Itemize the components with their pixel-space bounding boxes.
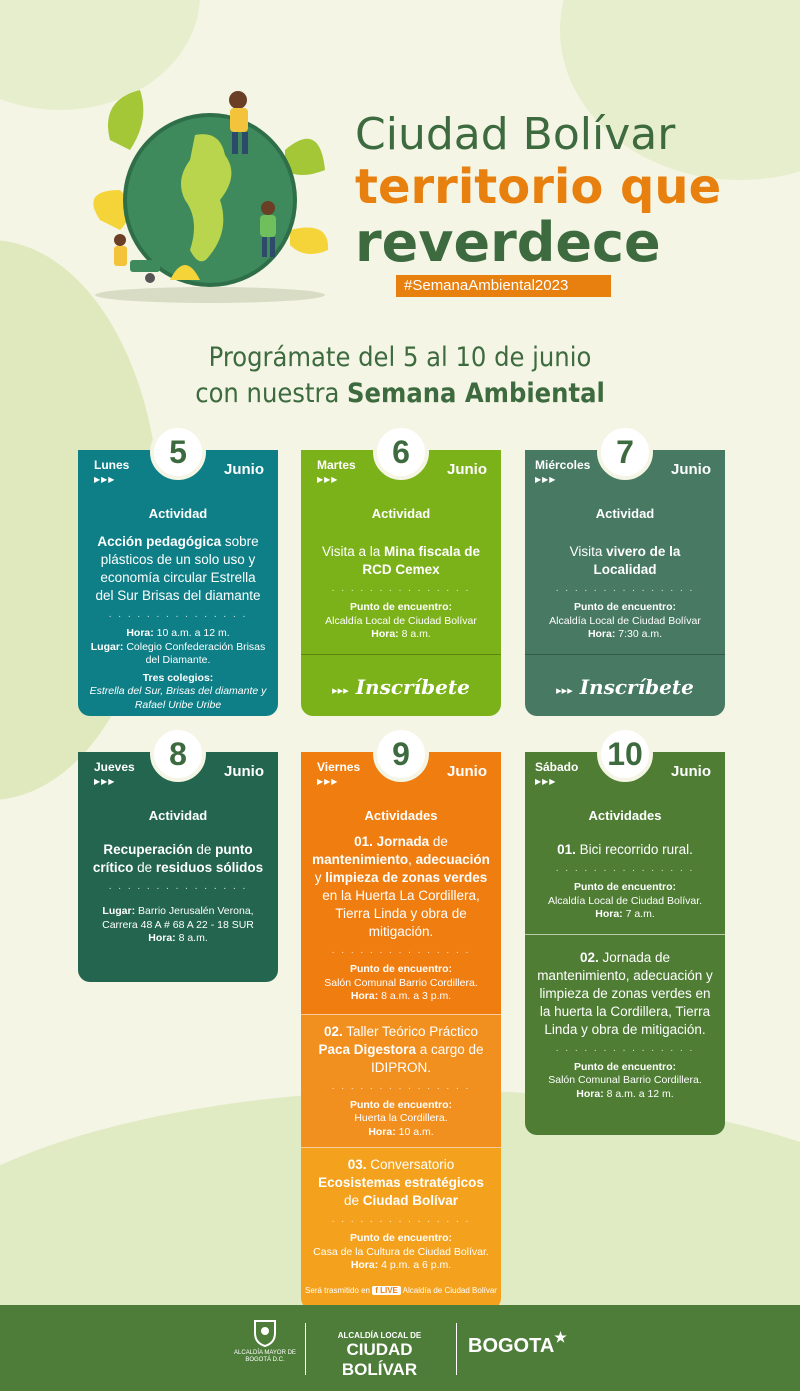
- bogota-logo: [468, 1329, 567, 1358]
- meeting-point-key: Punto de encuentro:: [349, 601, 453, 613]
- activity-1-rest: Bici recorrido rural.: [575, 842, 693, 857]
- meeting-point-value: Alcaldía Local de Ciudad Bolívar: [325, 614, 477, 627]
- activity-text: [92, 841, 264, 877]
- title-line-1: Ciudad Bolívar: [355, 109, 676, 160]
- activity-details: [78, 905, 278, 946]
- activity-2-text-2: a cargo de IDIPRON.: [370, 1041, 484, 1075]
- alcaldia-mayor-text: ALCALDÍA MAYOR DE BOGOTÁ D.C.: [234, 1350, 296, 1363]
- card-martes: [301, 434, 501, 716]
- intro-text: [0, 340, 800, 412]
- activity-2-bold: Paca Digestora: [318, 1041, 416, 1057]
- cta-arrows-icon: ▸▸▸: [332, 683, 349, 697]
- hora-key: Hora:: [587, 628, 616, 640]
- activity-1-text-2: ,: [408, 852, 416, 867]
- lugar-value: Colegio Confederación Brisas del Diamante.: [123, 640, 266, 666]
- card-header: [78, 736, 278, 804]
- activity-text-1: de: [192, 842, 216, 857]
- hora-key: Hora:: [148, 932, 176, 944]
- coat-of-arms-icon: [253, 1319, 277, 1347]
- globe-illustration: [90, 80, 330, 310]
- dots-divider: . . . . . . . . . . . . . . .: [331, 1214, 471, 1225]
- activity-label: Actividad: [595, 506, 655, 521]
- activity-1-details: [525, 881, 725, 922]
- month-label: Junio: [224, 763, 264, 780]
- day-label: Jueves: [94, 760, 135, 774]
- card-header: [301, 736, 501, 804]
- intro-line-1: Prográmate del 5 al 10 de junio: [208, 342, 592, 373]
- day-label: Lunes: [94, 458, 130, 472]
- day-number: 6: [373, 424, 429, 480]
- activity-bold: Mina fiscala de RCD Cemex: [362, 544, 481, 577]
- register-label: Inscríbete: [355, 674, 470, 699]
- activity-3-text-1: Conversatorio: [366, 1157, 455, 1172]
- meeting-point-value: Alcaldía Local de Ciudad Bolívar: [549, 614, 701, 627]
- activity-pre: Visita a la: [321, 544, 384, 559]
- lugar-key: Lugar:: [90, 640, 124, 653]
- activity-3-text-2: de: [343, 1193, 363, 1208]
- meeting-point-value: Alcaldía Local de Ciudad Bolívar.: [547, 894, 703, 907]
- activity-details: [301, 601, 501, 642]
- card-lunes: [78, 434, 278, 716]
- hora-value: 10 a.m.: [395, 1125, 434, 1138]
- activity-bold-3: residuos sólidos: [155, 860, 264, 875]
- dots-divider: . . . . . . . . . . . . . . .: [108, 881, 248, 892]
- colegios-value: Estrella del Sur, Brisas del diamante y Rafael Uribe Uribe: [89, 685, 267, 711]
- meeting-point-key: Punto de encuentro:: [573, 601, 677, 613]
- hora-key: Hora:: [368, 1125, 396, 1138]
- meeting-point-key: Punto de encuentro:: [573, 1060, 677, 1073]
- activity-1-details: [301, 963, 501, 1004]
- hora-value: 7 a.m.: [622, 908, 655, 920]
- dots-divider: . . . . . . . . . . . . . . .: [555, 863, 695, 874]
- card-header: [525, 736, 725, 804]
- activity-details: [525, 601, 725, 642]
- meeting-point-value: Huerta la Cordillera.: [354, 1112, 448, 1124]
- activity-label: Actividad: [148, 506, 208, 521]
- footer: [0, 1305, 800, 1391]
- header: [0, 0, 800, 320]
- alcaldia-mayor-logo: [230, 1319, 300, 1364]
- card-header: [301, 434, 501, 502]
- hora-key: Hora:: [371, 628, 399, 640]
- activity-3-num: 03.: [347, 1157, 367, 1172]
- activity-3-details: [301, 1232, 501, 1273]
- activity-1-text: [309, 833, 493, 941]
- dots-divider: . . . . . . . . . . . . . . .: [331, 1080, 471, 1092]
- broadcast-note: [301, 1283, 501, 1306]
- month-label: Junio: [224, 461, 264, 478]
- activity-1-num: 01.: [354, 834, 373, 849]
- activity-label: Actividad: [148, 808, 208, 823]
- broadcast-channel: Alcaldía de Ciudad Bolívar: [402, 1285, 497, 1295]
- activity-2-text: [533, 949, 717, 1039]
- activity-1-text-1: de: [429, 834, 448, 849]
- dots-divider: . . . . . . . . . . . . . . .: [331, 945, 471, 956]
- hora-value: 10 a.m. a 12 m.: [153, 627, 230, 639]
- month-label: Junio: [447, 461, 487, 478]
- day-label: Martes: [317, 458, 356, 472]
- bogota-text: BOGOTA: [468, 1335, 555, 1357]
- activity-bold: vivero de la Localidad: [593, 544, 681, 577]
- activity-1-bold-4: limpieza de zonas verdes: [325, 870, 488, 885]
- day-number: 8: [150, 726, 206, 782]
- footer-divider-1: [305, 1323, 306, 1375]
- alcaldia-local-text: ALCALDÍA LOCAL DE: [337, 1331, 422, 1340]
- activity-text: [539, 543, 711, 579]
- activity-label: Actividades: [588, 808, 662, 823]
- register-label: Inscríbete: [579, 674, 694, 699]
- title-line-3: reverdece: [355, 211, 661, 274]
- activity-2-num: 02.: [323, 1023, 343, 1039]
- arrows-icon: ▶▶▶: [317, 475, 339, 484]
- meeting-point-key: Punto de encuentro:: [573, 881, 677, 893]
- meeting-point-key: Punto de encuentro:: [349, 1232, 453, 1244]
- activity-pre: Visita: [569, 544, 607, 559]
- section-divider: [525, 934, 725, 935]
- activity-text-2: de: [133, 860, 156, 875]
- activity-rest: sobre plásticos de un solo uso y economía circular Estrella del Sur Brisas del diamante: [95, 534, 261, 603]
- card-jueves: [78, 736, 278, 982]
- broadcast-prefix: Será trasmitido en: [305, 1285, 370, 1295]
- activity-text: [315, 543, 487, 579]
- hora-key: Hora:: [576, 1087, 604, 1100]
- meeting-point-value: Salón Comunal Barrio Cordillera.: [324, 976, 478, 989]
- day-number: 5: [150, 424, 206, 480]
- month-label: Junio: [447, 763, 487, 780]
- hora-key: Hora:: [595, 908, 623, 920]
- month-label: Junio: [671, 763, 711, 780]
- meeting-point-key: Punto de encuentro:: [349, 1098, 453, 1111]
- activity-1-bold-3: adecuación: [415, 852, 490, 867]
- colegios-key: Tres colegios:: [142, 671, 214, 684]
- month-label: Junio: [671, 461, 711, 478]
- activity-3-bold-1: Ecosistemas estratégicos: [318, 1175, 484, 1190]
- arrows-icon: ▶▶▶: [535, 777, 557, 786]
- activity-details: [78, 627, 278, 712]
- dots-divider: . . . . . . . . . . . . . . .: [555, 583, 695, 594]
- activity-2-details: [301, 1099, 501, 1140]
- title-block: [355, 110, 795, 272]
- day-number: 10: [597, 726, 653, 782]
- hora-key: Hora:: [350, 990, 379, 1002]
- activity-bold-1: Recuperación: [103, 842, 193, 857]
- card-header: [525, 434, 725, 502]
- meeting-point-key: Punto de encuentro:: [349, 963, 453, 975]
- day-label: Sábado: [535, 760, 579, 774]
- activity-1-bold-2: mantenimiento: [312, 852, 409, 867]
- activity-bold: Acción pedagógica: [97, 534, 222, 549]
- activity-2-section: [301, 1015, 501, 1148]
- hora-value: 8 a.m.: [175, 932, 208, 944]
- meeting-point-value: Casa de la Cultura de Ciudad Bolívar.: [313, 1245, 489, 1258]
- day-number: 7: [597, 424, 653, 480]
- activity-1-num: 01.: [557, 842, 576, 857]
- activity-2-text: [315, 1015, 487, 1077]
- activity-2-rest: Jornada de mantenimiento, adecuación y limpieza de zonas verdes en la huerta la Cordillera, Tierra Linda y obra de mitigación.: [537, 949, 713, 1037]
- card-sabado: [525, 736, 725, 1135]
- facebook-live-icon: f LIVE: [372, 1286, 401, 1295]
- meeting-point-value: Salón Comunal Barrio Cordillera.: [548, 1074, 702, 1086]
- footer-divider-2: [456, 1323, 457, 1375]
- hashtag-badge: #SemanaAmbiental2023: [396, 275, 611, 297]
- live-badge: LIVE: [380, 1285, 398, 1295]
- cta-arrows-icon: ▸▸▸: [556, 683, 573, 697]
- hora-key: Hora:: [350, 1259, 379, 1271]
- day-number: 9: [373, 726, 429, 782]
- day-label: Viernes: [317, 760, 361, 774]
- day-label: Miércoles: [535, 458, 591, 472]
- card-miercoles: [525, 434, 725, 716]
- activity-label: Actividades: [364, 808, 438, 823]
- activity-1-text-4: en la Huerta La Cordillera, Tierra Linda y obra de mitigación.: [322, 888, 480, 939]
- title-line-2: territorio que: [355, 159, 722, 215]
- intro-line-2-bold: Semana Ambiental: [347, 378, 605, 409]
- register-button[interactable]: [301, 654, 501, 718]
- activity-1-text-3: y: [314, 870, 326, 885]
- intro-line-2-prefix: con nuestra: [195, 378, 348, 409]
- activity-1-bold-1: Jornada: [376, 834, 430, 849]
- hora-key: Hora:: [126, 627, 154, 639]
- activity-bold-2: punto crítico: [92, 842, 253, 875]
- dots-divider: . . . . . . . . . . . . . . .: [331, 583, 471, 594]
- activity-2-num: 02.: [579, 949, 599, 965]
- arrows-icon: ▶▶▶: [317, 777, 339, 786]
- intro-line-2: [0, 376, 800, 412]
- activity-2-text-1: Taller Teórico Práctico: [342, 1023, 479, 1039]
- activity-3-section: [301, 1148, 501, 1310]
- star-icon: ★: [554, 1329, 567, 1345]
- activity-3-text: [315, 1148, 487, 1210]
- alcaldia-local-logo: [312, 1331, 447, 1380]
- card-header: [78, 434, 278, 502]
- activity-text: [92, 533, 264, 605]
- hora-value: 8 a.m.: [398, 628, 431, 640]
- arrows-icon: ▶▶▶: [535, 475, 557, 484]
- hora-value: 7:30 a.m.: [615, 628, 663, 640]
- activity-1-text: [539, 841, 711, 859]
- dots-divider: . . . . . . . . . . . . . . .: [108, 609, 248, 620]
- lugar-key: Lugar:: [102, 905, 136, 917]
- hora-value: 8 a.m. a 12 m.: [603, 1087, 674, 1100]
- dots-divider: . . . . . . . . . . . . . . .: [555, 1042, 695, 1054]
- activity-label: Actividad: [371, 506, 431, 521]
- register-button[interactable]: [525, 654, 725, 718]
- lugar-value: Barrio Jerusalén Verona, Carrera 48 A # 68 A 22 - 18 SUR: [102, 905, 254, 931]
- hora-value: 8 a.m. a 3 p.m.: [378, 990, 452, 1002]
- activity-3-bold-2: Ciudad Bolívar: [362, 1193, 459, 1208]
- hora-value: 4 p.m. a 6 p.m.: [378, 1259, 452, 1271]
- activity-2-details: [525, 1061, 725, 1102]
- ciudad-bolivar-text: CIUDAD BOLÍVAR: [341, 1340, 418, 1379]
- card-viernes: [301, 736, 501, 1295]
- arrows-icon: ▶▶▶: [94, 475, 116, 484]
- arrows-icon: ▶▶▶: [94, 777, 116, 786]
